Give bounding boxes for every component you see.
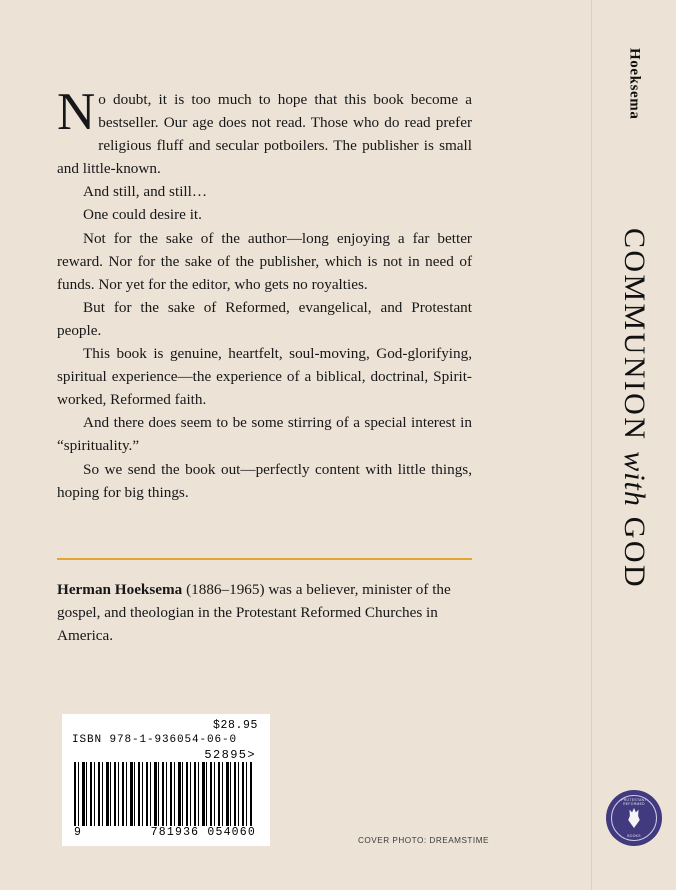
spine-author: Hoeksema [626,48,643,120]
photo-credit: COVER PHOTO: DREAMSTIME [358,836,489,845]
blurb-paragraph-6: This book is genuine, heartfelt, soul-moving, God-glorifying, spiritual experience—the experience of a biblical, doctrinal, Spirit-worked, Reformed faith. [57,345,472,409]
publisher-logo-ring [611,795,657,841]
drop-cap-letter: N [57,83,96,141]
barcode-isbn: ISBN 978-1-936054-06-0 [72,733,238,746]
spine-title [617,228,651,589]
publisher-logo-top-text: PROTESTANT REFORMED [621,798,647,806]
spine-title-italic: with [618,451,651,507]
horizontal-divider [57,558,472,560]
back-cover-blurb [57,83,472,504]
spine-title-part2: GOD [618,506,651,589]
barcode-bars-icon [74,762,252,826]
blurb-paragraph-1 [57,83,472,180]
barcode-ean-digits [74,826,256,839]
author-bio-name: Herman Hoeksema [57,581,183,598]
spine-title-part1: COMMUNION [618,228,651,452]
barcode-price: $28.95 [212,719,258,732]
barcode-block [62,714,270,846]
blurb-paragraph-4: Not for the sake of the author—long enjoying a far better reward. Nor for the sake of the publisher, which is not in need of funds. Nor yet for the editor, who gets no royalties. [57,229,472,293]
blurb-paragraph-8: So we send the book out—perfectly content with little things, hoping for big things. [57,460,472,501]
author-bio [57,578,475,647]
barcode-ean-left: 9 [74,826,83,839]
blurb-paragraph-1-text: o doubt, it is too much to hope that this book become a bestseller. Our age does not read. Those who do read prefer religious fluff and secular potboilers. The publisher is small and little-known. [57,91,472,178]
blurb-paragraph-3: One could desire it. [83,206,202,224]
author-bio-text: (1886–1965) was a believer, minister of the gospel, and theologian in the Protestant Reformed Churches in America. [57,581,451,645]
blurb-paragraph-2: And still, and still… [83,183,208,201]
spine-panel [591,0,676,890]
blurb-paragraph-7: And there does seem to be some stirring of a special interest in “spirituality.” [57,414,472,455]
barcode-ean-main: 781936 054060 [150,826,256,839]
publisher-logo-icon [606,790,662,846]
blurb-paragraph-5: But for the sake of Reformed, evangelical, and Protestant people. [57,298,472,339]
tulip-icon [626,808,642,828]
barcode-addon: 52895> [204,747,256,762]
publisher-logo-bottom-text: BOOKS [627,834,641,838]
